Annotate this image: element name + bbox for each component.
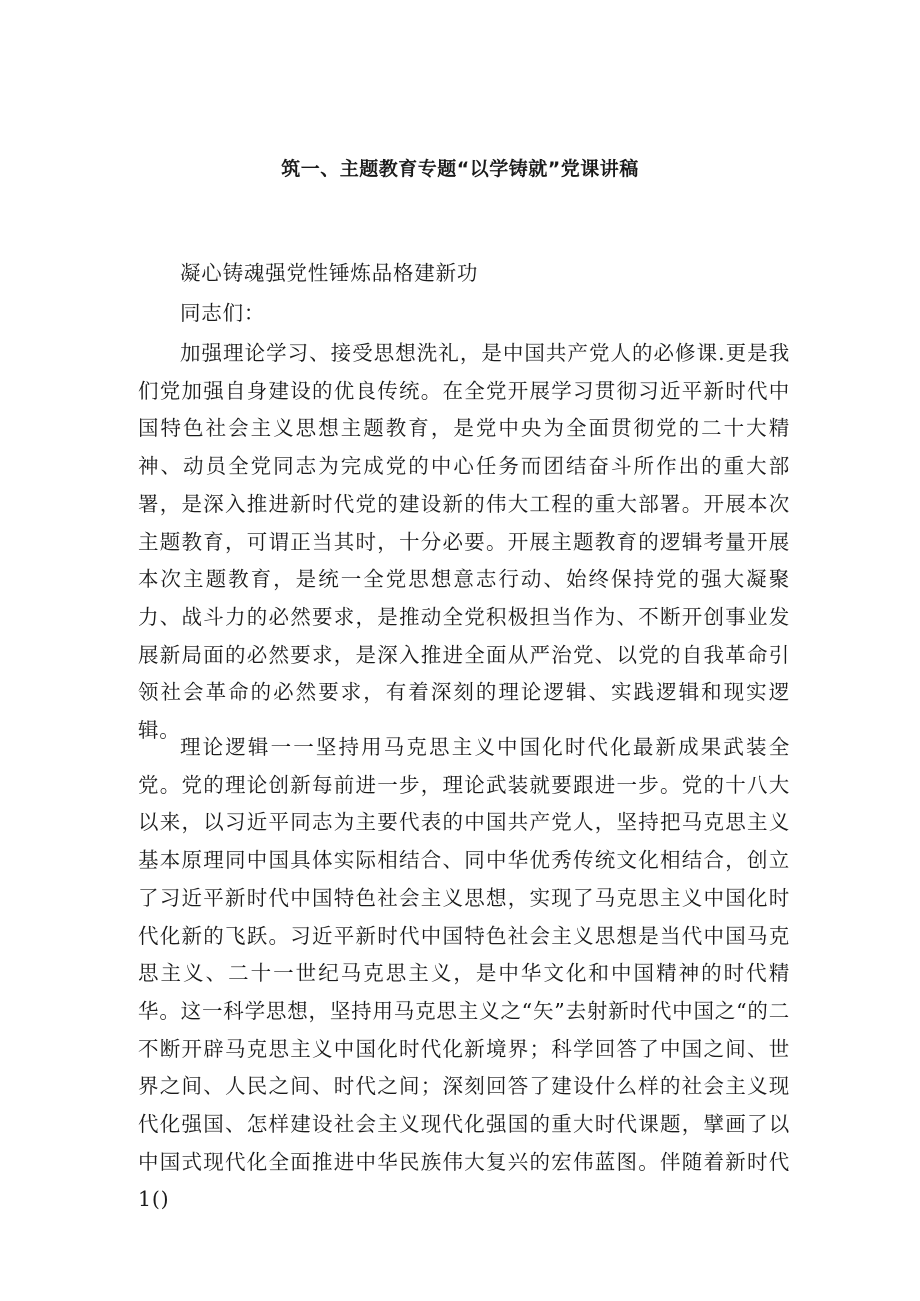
salutation: 同志们： [180, 301, 266, 325]
paragraph-1: 加强理论学习、接受思想洗礼，是中国共产党人的必修课.更是我们党加强自身建设的优良传统。在全党开展学习贯彻习近平新时代中国特色社会主义思想主题教育，是党中央为全面贯彻党的二十大精神、动员全党同志为完成党的中心任务而团结奋斗所作出的重大部署，是深入推进新时代党的建设新的伟大工程的重大部署。开展本次主题教育，可谓正当其时，十分必要。开展主题教育的逻辑考量开展本次主题教育，是统一全党思想意志行动、始终保持党的强大凝聚力、战斗力的必然要求，是推动全党积极担当作为、不断开创事业发展新局面的必然要求，是深入推进全面从严治党、以党的自我革命引领社会革命的必然要求，有着深刻的理论逻辑、实践逻辑和现实逻辑。 [138, 341, 790, 743]
document-title: 筑一、主题教育专题“以学铸就”党课讲稿 [281, 158, 639, 180]
document-subtitle: 凝心铸魂强党性锤炼品格建新功 [180, 261, 479, 285]
paragraph-2: 理论逻辑一一坚持用马克思主义中国化时代化最新成果武装全党。党的理论创新每前进一步，理论武装就要跟进一步。党的十八大以来，以习近平同志为主要代表的中国共产党人，坚持把马克思主义基本原理同中国具体实际相结合、同中华优秀传统文化相结合，创立了习近平新时代中国特色社会主义思想，实现了马克思主义中国化时代化新的飞跃。习近平新时代中国特色社会主义思想是当代中国马克思主义、二十一世纪马克思主义，是中华文化和中国精神的时代精华。这一科学思想，坚持用马克思主义之“矢”去射新时代中国之“的二不断开辟马克思主义中国化时代化新境界；科学回答了中国之间、世界之间、人民之间、时代之间；深刻回答了建设什么样的社会主义现代化强国、怎样建设社会主义现代化强国的重大时代课题，擘画了以中国式现代化全面推进中华民族伟大复兴的宏伟蓝图。伴随着新时代1() [138, 735, 790, 1212]
